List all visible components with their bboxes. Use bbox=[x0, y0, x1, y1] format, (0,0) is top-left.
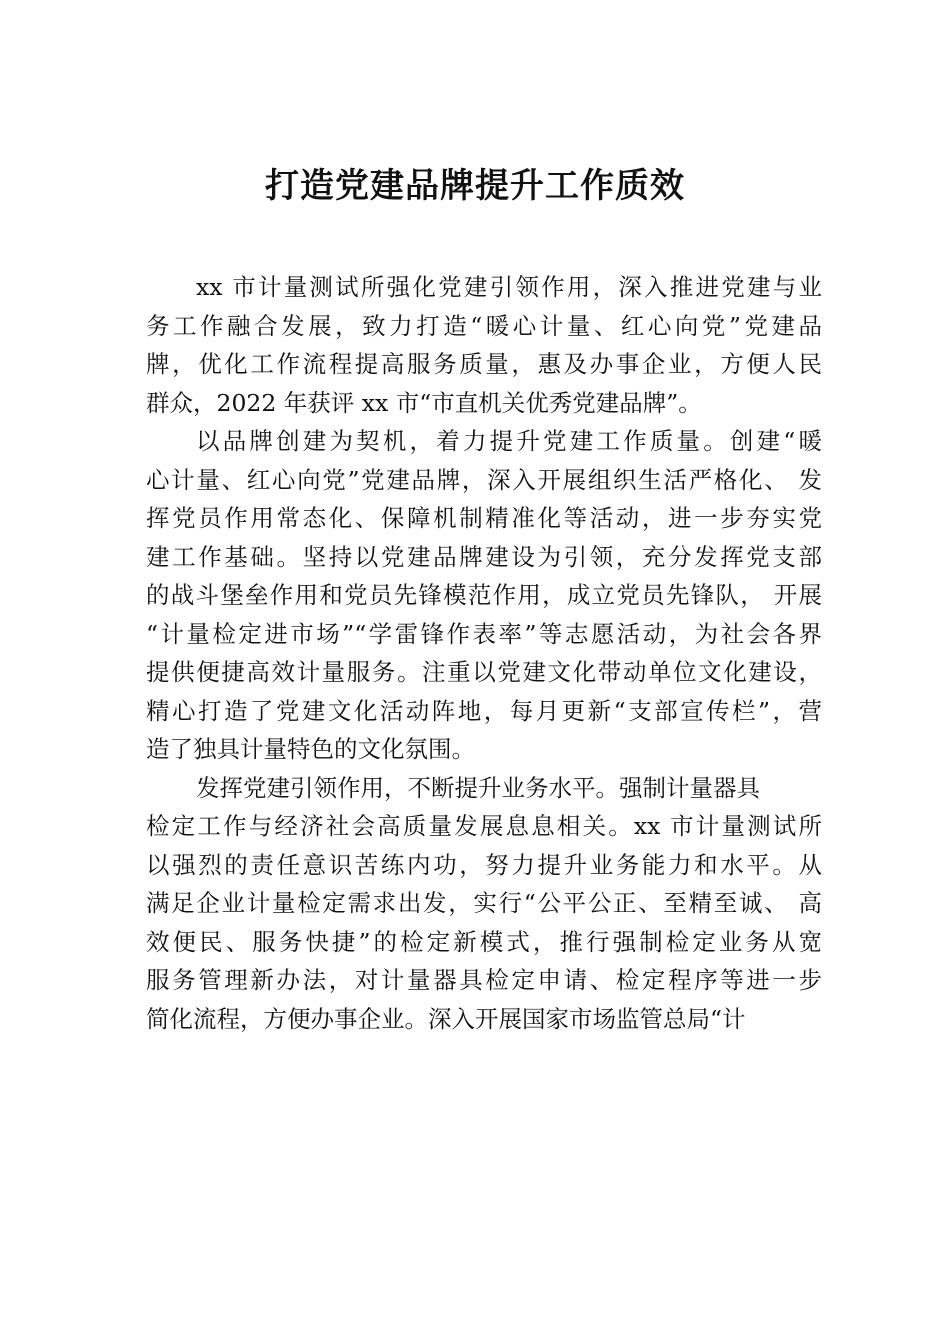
paragraph-2 bbox=[146, 422, 822, 769]
text-line: 的战斗堡垒作用和党员先锋模范作用，成立党员先锋队， 开展 bbox=[146, 581, 822, 609]
document-body bbox=[146, 268, 822, 1038]
text-line: 发挥党建引领作用，不断提升业务水平。强制计量器具 bbox=[196, 773, 760, 802]
paragraph-1 bbox=[146, 268, 822, 422]
text-line: 精心打造了党建文化活动阵地，每月更新“支部宣传栏”，营 bbox=[146, 696, 822, 725]
text-line: 群众，2022 年获评 xx 市“市直机关优秀党建品牌”。 bbox=[146, 388, 702, 417]
text-line: “计量检定进市场”“学雷锋作表率”等志愿活动，为社会各界 bbox=[146, 619, 822, 648]
text-line: 造了独具计量特色的文化氛围。 bbox=[146, 735, 475, 763]
text-line: 检定工作与经济社会高质量发展息息相关。xx 市计量测试所 bbox=[146, 812, 822, 840]
text-line: 满足企业计量检定需求出发，实行“公平公正、至精至诚、 高 bbox=[146, 889, 822, 917]
text-line: xx 市计量测试所强化党建引领作用，深入推进党建与业 bbox=[196, 273, 822, 301]
text-line: 务工作融合发展，致力打造“暖心计量、红心向党”党建品 bbox=[146, 311, 822, 340]
text-line: 心计量、红心向党”党建品牌，深入开展组织生活严格化、 发 bbox=[146, 465, 822, 494]
paragraph-3 bbox=[146, 769, 822, 1039]
text-line: 牌，优化工作流程提高服务质量，惠及办事企业，方便人民 bbox=[146, 350, 822, 378]
page-title: 打造党建品牌提升工作质效 bbox=[265, 166, 685, 206]
text-line: 效便民、服务快捷”的检定新模式，推行强制检定业务从宽 bbox=[146, 927, 822, 956]
text-line: 简化流程，方便办事企业。深入开展国家市场监管总局“计 bbox=[146, 1004, 746, 1033]
text-line: 服务管理新办法，对计量器具检定申请、检定程序等进一步 bbox=[146, 966, 822, 994]
text-line: 以强烈的责任意识苦练内功，努力提升业务能力和水平。从 bbox=[146, 850, 822, 879]
text-line: 以品牌创建为契机，着力提升党建工作质量。创建“暖 bbox=[196, 427, 822, 455]
text-line: 建工作基础。坚持以党建品牌建设为引领，充分发挥党支部 bbox=[146, 542, 822, 571]
text-line: 提供便捷高效计量服务。注重以党建文化带动单位文化建设， bbox=[146, 658, 822, 686]
text-line: 挥党员作用常态化、保障机制精准化等活动，进一步夯实党 bbox=[146, 504, 822, 532]
